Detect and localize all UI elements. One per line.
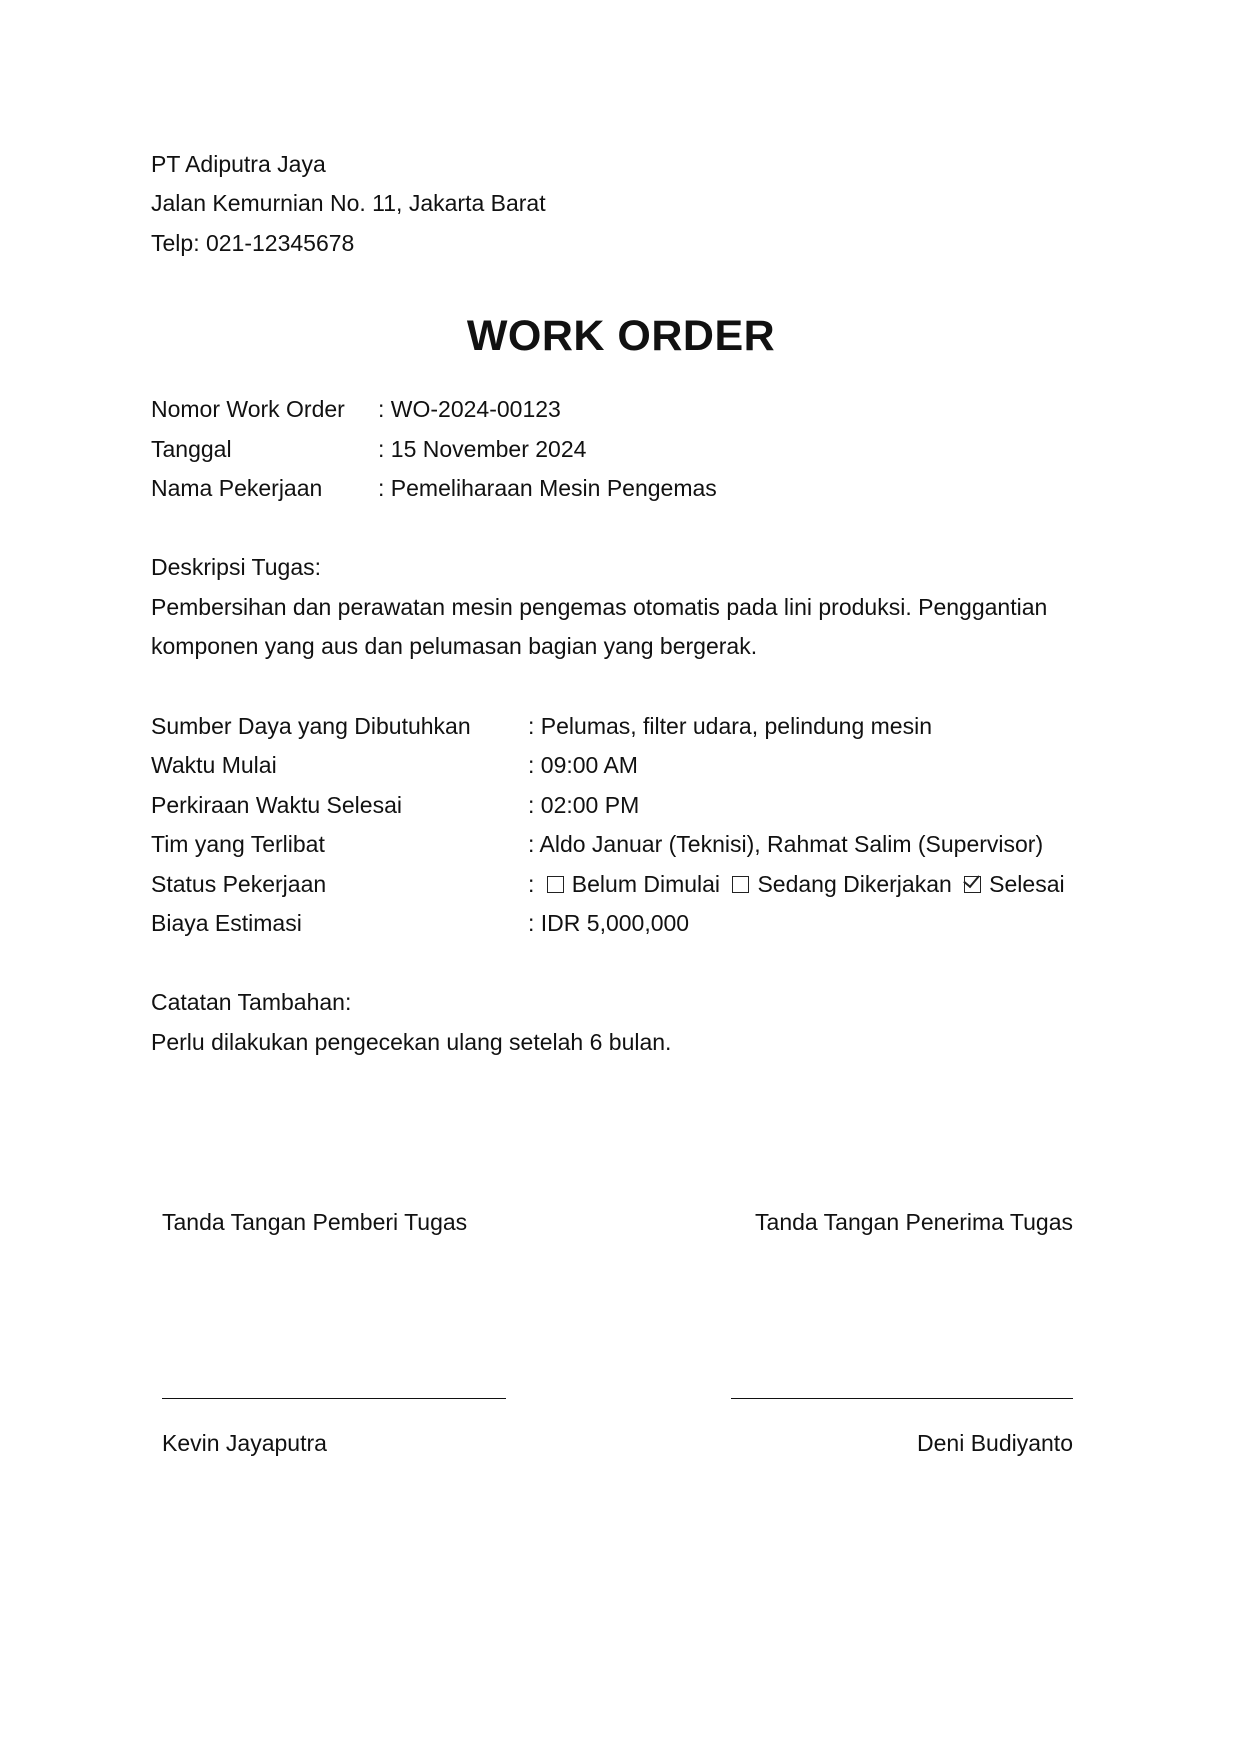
field-label-resources: Sumber Daya yang Dibutuhkan bbox=[151, 713, 471, 739]
field-value-team: : Aldo Januar (Teknisi), Rahmat Salim (Supervisor) bbox=[528, 831, 1044, 857]
company-address: Jalan Kemurnian No. 11, Jakarta Barat bbox=[151, 190, 546, 216]
status-option-label: Sedang Dikerjakan bbox=[757, 871, 952, 897]
signature-line-receiver bbox=[731, 1398, 1073, 1399]
checkbox-icon-sedang-dikerjakan[interactable] bbox=[732, 876, 749, 893]
status-prefix: : bbox=[528, 871, 535, 897]
signature-name-giver: Kevin Jayaputra bbox=[162, 1430, 327, 1456]
field-label-date: Tanggal bbox=[151, 436, 232, 462]
notes-text: Perlu dilakukan pengecekan ulang setelah 6 bulan. bbox=[151, 1029, 672, 1055]
field-value-start-time: : 09:00 AM bbox=[528, 752, 638, 778]
field-value-resources: : Pelumas, filter udara, pelindung mesin bbox=[528, 713, 932, 739]
description-line: Pembersihan dan perawatan mesin pengemas otomatis pada lini produksi. Penggantian bbox=[151, 594, 1048, 620]
description-heading: Deskripsi Tugas: bbox=[151, 554, 322, 580]
field-label-job-name: Nama Pekerjaan bbox=[151, 475, 323, 501]
signature-name-receiver: Deni Budiyanto bbox=[917, 1430, 1073, 1456]
field-label-status: Status Pekerjaan bbox=[151, 871, 327, 897]
field-label-estimated-cost: Biaya Estimasi bbox=[151, 910, 302, 936]
company-name: PT Adiputra Jaya bbox=[151, 151, 326, 177]
field-value-estimated-end-time: : 02:00 PM bbox=[528, 792, 640, 818]
checked-checkbox-icon-selesai[interactable] bbox=[964, 876, 981, 893]
notes-heading: Catatan Tambahan: bbox=[151, 989, 352, 1015]
status-option-label: Selesai bbox=[989, 871, 1065, 897]
status-option-label: Belum Dimulai bbox=[571, 871, 721, 897]
status-options bbox=[528, 870, 1065, 898]
field-label-start-time: Waktu Mulai bbox=[151, 752, 277, 778]
document-title: WORK ORDER bbox=[466, 312, 776, 360]
signature-line-giver bbox=[162, 1398, 506, 1399]
signature-caption-giver: Tanda Tangan Pemberi Tugas bbox=[162, 1209, 468, 1235]
company-phone: Telp: 021-12345678 bbox=[151, 230, 355, 256]
field-label-team: Tim yang Terlibat bbox=[151, 831, 325, 857]
field-value-job-name: : Pemeliharaan Mesin Pengemas bbox=[378, 475, 717, 501]
field-value-estimated-cost: : IDR 5,000,000 bbox=[528, 910, 690, 936]
description-line: komponen yang aus dan pelumasan bagian yang bergerak. bbox=[151, 633, 758, 659]
field-label-work-order-number: Nomor Work Order bbox=[151, 396, 345, 422]
field-label-estimated-end-time: Perkiraan Waktu Selesai bbox=[151, 792, 402, 818]
field-value-date: : 15 November 2024 bbox=[378, 436, 587, 462]
field-value-work-order-number: : WO-2024-00123 bbox=[378, 396, 561, 422]
checkbox-icon-belum-dimulai[interactable] bbox=[547, 876, 564, 893]
signature-caption-receiver: Tanda Tangan Penerima Tugas bbox=[755, 1209, 1073, 1235]
